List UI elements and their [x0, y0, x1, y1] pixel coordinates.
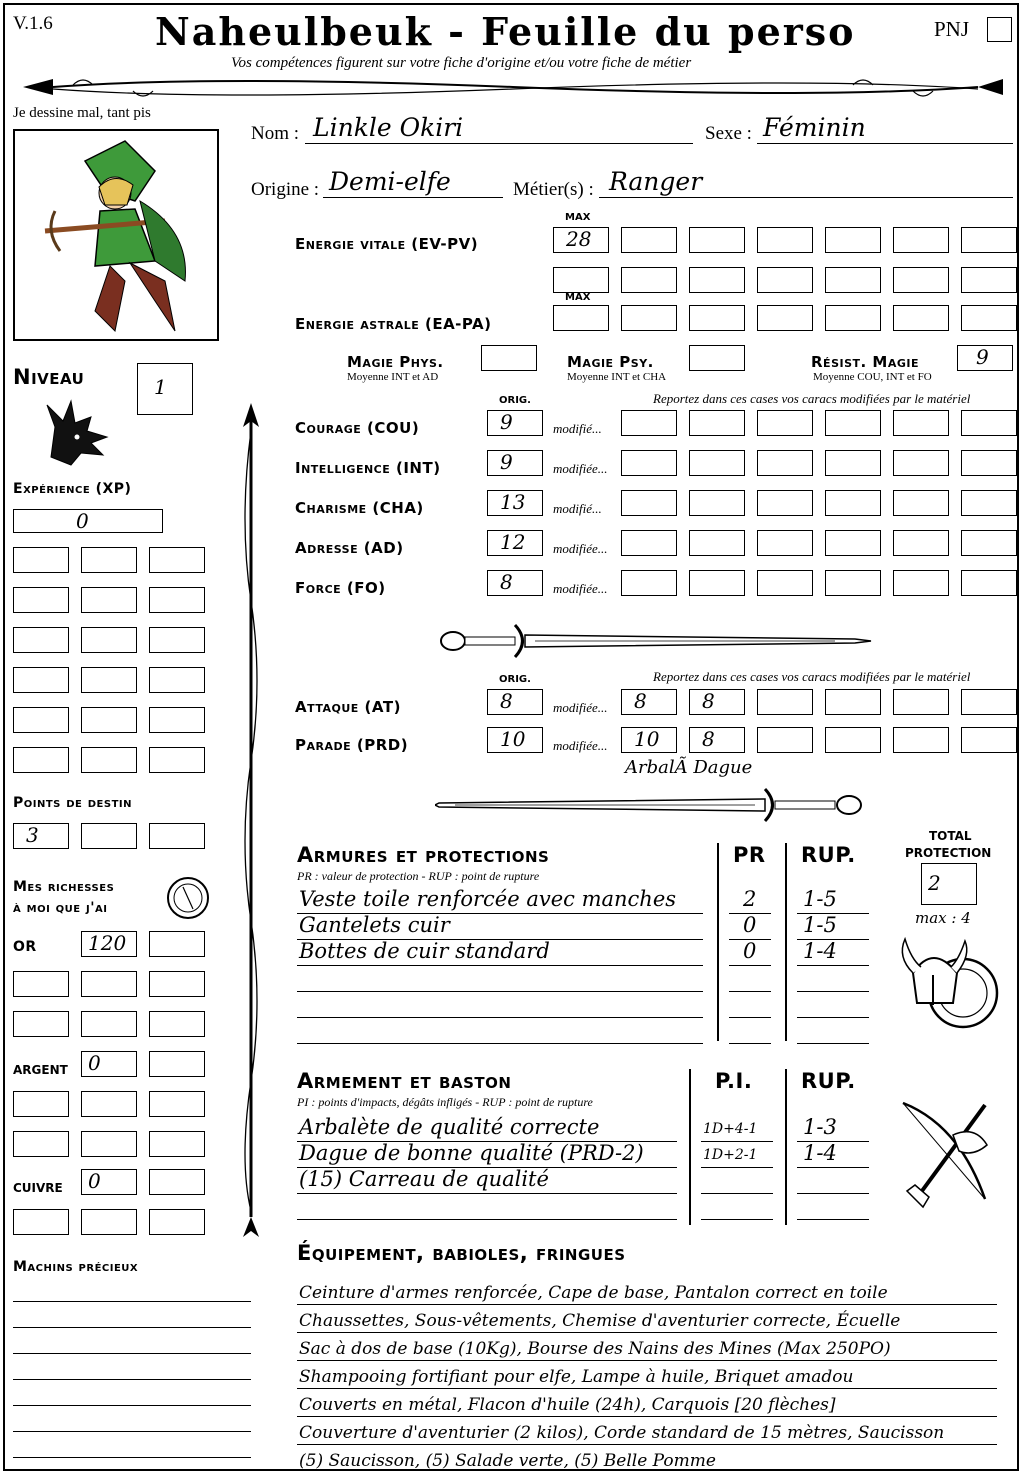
- xp-box[interactable]: [81, 627, 137, 653]
- combat-modified-box[interactable]: [825, 689, 881, 715]
- armor-item-pr: 0: [743, 939, 757, 963]
- stat-label: Charisme (CHA): [295, 499, 424, 517]
- page-subtitle: Vos compétences figurent sur votre fiche d'origine et/ou votre fiche de métier: [231, 55, 692, 71]
- armor-item-name: Bottes de cuir standard: [299, 939, 550, 963]
- resist-magie-note: Moyenne COU, INT et FO: [813, 371, 932, 383]
- stat-modified-box[interactable]: [825, 490, 881, 516]
- stat-modified-box[interactable]: [961, 570, 1017, 596]
- combat-modified-box[interactable]: [757, 727, 813, 753]
- stat-modified-box[interactable]: [757, 410, 813, 436]
- ev-row1-box-3[interactable]: [757, 227, 813, 253]
- ev-row2-box-3[interactable]: [689, 267, 745, 293]
- weapons-rup-header: RUP.: [801, 1069, 856, 1093]
- armor-title: Armures et protections: [297, 843, 550, 867]
- wealth-box[interactable]: [149, 1131, 205, 1157]
- argent-box-1[interactable]: 0: [81, 1051, 137, 1077]
- weapons-col-divider-1: [689, 1069, 691, 1225]
- stat-modified-box[interactable]: [689, 570, 745, 596]
- stat-orig-value: 8: [500, 570, 513, 594]
- dragon-head-icon: [41, 397, 113, 469]
- precious-line[interactable]: [13, 1327, 251, 1328]
- ev-max-label: MAX: [565, 212, 591, 223]
- argent-box-2[interactable]: [149, 1051, 205, 1077]
- armor-item-name: Veste toile renforcée avec manches: [299, 887, 677, 911]
- wealth-box[interactable]: [81, 1091, 137, 1117]
- sword-decoration-bottom: [435, 785, 875, 825]
- weapons-note: PI : points d'impacts, dégâts infligés - RUP : point de rupture: [297, 1095, 593, 1109]
- stat-orig-value: 9: [500, 450, 513, 474]
- coin-icon: [165, 875, 211, 921]
- combat-modified-value: 8: [702, 689, 715, 713]
- armor-item-rup: 1-5: [803, 887, 837, 911]
- ea-box-4[interactable]: [825, 305, 881, 331]
- richesses-label-2: à moi que j'ai: [13, 900, 108, 916]
- armor-note: PR : valeur de protection - RUP : point de rupture: [297, 869, 540, 883]
- xp-box[interactable]: 0: [13, 509, 163, 533]
- portrait-caption: Je dessine mal, tant pis: [13, 105, 151, 121]
- equipment-title: Équipement, babioles, fringues: [297, 1241, 626, 1265]
- sexe-field[interactable]: Féminin: [763, 113, 866, 142]
- stat-orig-value: 13: [500, 490, 526, 514]
- sexe-underline: [757, 143, 1013, 144]
- total-protection-max: max : 4: [915, 909, 971, 927]
- armor-row-line[interactable]: [297, 965, 703, 966]
- magie-phys-note: Moyenne INT et AD: [347, 371, 439, 383]
- magie-psy-note: Moyenne INT et CHA: [567, 371, 667, 383]
- armor-col-divider-2: [785, 843, 787, 1041]
- combat-modified-value: 8: [634, 689, 647, 713]
- ev-row1-box-1[interactable]: [621, 227, 677, 253]
- stat-orig-value: 12: [500, 530, 526, 554]
- weapon-rup-line[interactable]: [797, 1193, 869, 1194]
- weapon-item-name: Dague de bonne qualité (PRD-2): [299, 1141, 644, 1165]
- stat-label: Adresse (AD): [295, 539, 404, 557]
- ea-box-5[interactable]: [893, 305, 949, 331]
- stat-modified-box[interactable]: [689, 410, 745, 436]
- combat-modified-box[interactable]: [893, 689, 949, 715]
- armor-item-pr: 0: [743, 913, 757, 937]
- weapons-pi-header: P.I.: [715, 1069, 753, 1093]
- ev-max-box[interactable]: 28: [553, 227, 609, 253]
- weapon-pi-line[interactable]: [701, 1141, 773, 1142]
- wealth-box[interactable]: [149, 971, 205, 997]
- wealth-box[interactable]: [149, 1091, 205, 1117]
- xp-box[interactable]: [149, 627, 205, 653]
- armor-pr-line[interactable]: [729, 991, 771, 992]
- combat-orig-label: ORIG.: [499, 674, 531, 685]
- combat-modif-label: modifiée...: [553, 700, 608, 715]
- precious-line[interactable]: [13, 1431, 251, 1432]
- wealth-box[interactable]: [81, 1011, 137, 1037]
- stat-modified-box[interactable]: [893, 490, 949, 516]
- xp-box[interactable]: [81, 707, 137, 733]
- stat-modified-box[interactable]: [961, 490, 1017, 516]
- armor-pr-line[interactable]: [729, 965, 771, 966]
- stat-modified-box[interactable]: [621, 410, 677, 436]
- ev-row1-box-6[interactable]: [961, 227, 1017, 253]
- stat-modified-box[interactable]: [893, 570, 949, 596]
- ev-row2-box-5[interactable]: [825, 267, 881, 293]
- combat-report-note: Reportez dans ces cases vos caracs modifiées par le matériel: [653, 669, 971, 684]
- ea-box-2[interactable]: [689, 305, 745, 331]
- machins-label: Machins précieux: [13, 1259, 139, 1275]
- combat-modif-label: modifiée...: [553, 738, 608, 753]
- precious-line[interactable]: [13, 1301, 251, 1302]
- pnj-checkbox[interactable]: [987, 17, 1012, 42]
- origine-field[interactable]: Demi-elfe: [329, 167, 451, 196]
- weapon-item-name: Arbalète de qualité correcte: [299, 1115, 600, 1139]
- combat-orig-box[interactable]: [487, 727, 543, 753]
- sexe-label: Sexe :: [705, 123, 752, 144]
- armor-pr-line[interactable]: [729, 1017, 771, 1018]
- stat-modif-label: modifiée...: [553, 541, 608, 556]
- nom-underline: [305, 143, 693, 144]
- destin-label: Points de destin: [13, 795, 132, 811]
- cuivre-box-1[interactable]: 0: [81, 1169, 137, 1195]
- ev-row1-box-4[interactable]: [825, 227, 881, 253]
- armor-rup-line[interactable]: [797, 1043, 869, 1044]
- xp-box[interactable]: [13, 587, 69, 613]
- armor-rup-line[interactable]: [797, 991, 869, 992]
- cuivre-label: CUIVRE: [13, 1181, 63, 1195]
- wealth-box[interactable]: [81, 1209, 137, 1235]
- combat-weapons-note: ArbalÃ Dague: [625, 757, 753, 778]
- crossed-weapons-icon: [889, 1095, 1001, 1215]
- xp-box[interactable]: [81, 587, 137, 613]
- xp-box[interactable]: [13, 627, 69, 653]
- ea-label: Energie astrale (EA-PA): [295, 315, 492, 333]
- equipment-line[interactable]: Ceinture d'armes renforcée, Cape de base, Pantalon correct en toile: [297, 1277, 997, 1305]
- precious-line[interactable]: [13, 1353, 251, 1354]
- stat-modified-box[interactable]: [757, 530, 813, 556]
- magie-psy-label: Magie Psy.: [567, 353, 654, 371]
- combat-modified-box[interactable]: [621, 689, 677, 715]
- resist-magie-label: Résist. Magie: [811, 353, 920, 371]
- weapon-pi-line[interactable]: [701, 1167, 773, 1168]
- wealth-box[interactable]: [81, 1131, 137, 1157]
- equipment-line[interactable]: Couverts en métal, Flacon d'huile (24h), Carquois [20 flèches]: [297, 1389, 997, 1417]
- xp-box[interactable]: [13, 667, 69, 693]
- equipment-line[interactable]: (5) Saucisson, (5) Salade verte, (5) Belle Pomme: [297, 1445, 997, 1471]
- destin-box-1[interactable]: 3: [13, 823, 69, 849]
- stat-modif-label: modifié...: [553, 501, 602, 516]
- stat-modified-box[interactable]: [893, 530, 949, 556]
- nom-field[interactable]: Linkle Okiri: [313, 113, 464, 142]
- or-box-2[interactable]: [149, 931, 205, 957]
- armor-item-pr: 2: [743, 887, 757, 911]
- ev-row2-box-1[interactable]: [553, 267, 609, 293]
- stat-modified-box[interactable]: [961, 530, 1017, 556]
- stat-modified-box[interactable]: [621, 450, 677, 476]
- ev-row2-box-6[interactable]: [893, 267, 949, 293]
- stat-orig-box[interactable]: [487, 570, 543, 596]
- weapon-item-name: (15) Carreau de qualité: [299, 1167, 549, 1191]
- or-box-1[interactable]: 120: [81, 931, 137, 957]
- stat-modified-box[interactable]: [961, 410, 1017, 436]
- xp-label: Expérience (XP): [13, 481, 132, 497]
- armor-pr-line[interactable]: [729, 1043, 771, 1044]
- sword-decoration-top: [435, 621, 875, 661]
- combat-modified-box[interactable]: [689, 689, 745, 715]
- pnj-label: PNJ: [934, 17, 970, 41]
- xp-box[interactable]: [13, 547, 69, 573]
- weapon-row-line[interactable]: [297, 1193, 677, 1194]
- stat-modified-box[interactable]: [621, 530, 677, 556]
- stat-modified-box[interactable]: [689, 530, 745, 556]
- stat-orig-box[interactable]: [487, 530, 543, 556]
- stat-modified-box[interactable]: [621, 570, 677, 596]
- metier-field[interactable]: Ranger: [609, 167, 703, 196]
- magie-phys-box[interactable]: [481, 345, 537, 371]
- ea-max-label: MAX: [565, 292, 591, 303]
- weapon-rup-line[interactable]: [797, 1167, 869, 1168]
- portrait-frame: [13, 129, 219, 341]
- total-protection-box[interactable]: 2: [921, 863, 977, 905]
- cuivre-box-2[interactable]: [149, 1169, 205, 1195]
- stat-modified-box[interactable]: [757, 490, 813, 516]
- weapon-item-rup: 1-4: [803, 1141, 837, 1165]
- spear-divider: [231, 401, 271, 1239]
- character-portrait-illustration: [15, 131, 217, 339]
- stats-orig-label: ORIG.: [499, 395, 531, 406]
- combat-modified-box[interactable]: [825, 727, 881, 753]
- stat-orig-box[interactable]: [487, 450, 543, 476]
- precious-line[interactable]: [13, 1379, 251, 1380]
- stat-orig-box[interactable]: [487, 410, 543, 436]
- stat-modified-box[interactable]: [689, 490, 745, 516]
- stat-label: Intelligence (INT): [295, 459, 441, 477]
- combat-orig-box[interactable]: [487, 689, 543, 715]
- armor-rup-header: RUP.: [801, 843, 856, 867]
- stats-report-note: Reportez dans ces cases vos caracs modifiées par le matériel: [653, 391, 971, 406]
- vine-divider: [13, 69, 1013, 105]
- ev-row2-box-4[interactable]: [757, 267, 813, 293]
- stat-modified-box[interactable]: [893, 450, 949, 476]
- resist-magie-box[interactable]: 9: [957, 345, 1013, 371]
- combat-modified-box[interactable]: [757, 689, 813, 715]
- ev-label: Energie vitale (EV-PV): [295, 235, 479, 253]
- character-sheet: [3, 3, 1019, 1471]
- weapon-item-pi: 1D+2-1: [703, 1147, 758, 1163]
- equipment-line[interactable]: Couverture d'aventurier (2 kilos), Corde standard de 15 mètres, Saucisson: [297, 1417, 997, 1445]
- weapon-item-pi: 1D+4-1: [703, 1121, 758, 1137]
- stat-modif-label: modifiée...: [553, 461, 608, 476]
- combat-modified-box[interactable]: [689, 727, 745, 753]
- weapons-title: Armement et baston: [297, 1069, 512, 1093]
- armor-rup-line[interactable]: [797, 1017, 869, 1018]
- origine-label: Origine :: [251, 179, 320, 200]
- stat-modified-box[interactable]: [689, 450, 745, 476]
- destin-box-2[interactable]: [81, 823, 137, 849]
- weapon-row-line[interactable]: [297, 1219, 677, 1220]
- stat-modified-box[interactable]: [961, 450, 1017, 476]
- stat-modified-box[interactable]: [621, 490, 677, 516]
- armor-rup-line[interactable]: [797, 965, 869, 966]
- helmet-shield-icon: [893, 933, 1003, 1037]
- weapon-item-rup: 1-3: [803, 1115, 837, 1139]
- stat-modif-label: modifiée...: [553, 581, 608, 596]
- xp-box[interactable]: [149, 547, 205, 573]
- wealth-box[interactable]: [13, 971, 69, 997]
- xp-box[interactable]: [13, 707, 69, 733]
- combat-modified-box[interactable]: [621, 727, 677, 753]
- combat-modified-value: 10: [634, 727, 660, 751]
- metier-underline: [599, 197, 1013, 198]
- stat-label: Force (FO): [295, 579, 386, 597]
- armor-col-divider-1: [717, 843, 719, 1041]
- nom-label: Nom :: [251, 123, 300, 144]
- niveau-box[interactable]: 1: [137, 363, 193, 415]
- wealth-box[interactable]: [13, 1011, 69, 1037]
- xp-box[interactable]: [81, 667, 137, 693]
- armor-item-name: Gantelets cuir: [299, 913, 450, 937]
- wealth-box[interactable]: [149, 1209, 205, 1235]
- weapon-rup-line[interactable]: [797, 1219, 869, 1220]
- precious-line[interactable]: [13, 1405, 251, 1406]
- xp-box[interactable]: [149, 667, 205, 693]
- ea-box-1[interactable]: [621, 305, 677, 331]
- xp-box[interactable]: [81, 547, 137, 573]
- combat-modified-box[interactable]: [893, 727, 949, 753]
- stat-modified-box[interactable]: [825, 530, 881, 556]
- total-protection-label-1: TOTAL: [929, 829, 972, 843]
- armor-item-rup: 1-4: [803, 939, 837, 963]
- ev-row2-box-2[interactable]: [621, 267, 677, 293]
- armor-pr-header: PR: [733, 843, 766, 867]
- niveau-label: Niveau: [13, 365, 85, 389]
- stat-modif-label: modifié...: [553, 421, 602, 436]
- ev-row1-box-5[interactable]: [893, 227, 949, 253]
- combat-modified-box[interactable]: [961, 689, 1017, 715]
- richesses-label-1: Mes richesses: [13, 879, 115, 895]
- wealth-box[interactable]: [13, 1131, 69, 1157]
- equipment-line[interactable]: Chaussettes, Sous-vêtements, Chemise d'aventurier correcte, Écuelle: [297, 1305, 997, 1333]
- origine-underline: [323, 197, 503, 198]
- xp-box[interactable]: [149, 587, 205, 613]
- combat-orig-value: 8: [500, 689, 513, 713]
- weapons-col-divider-2: [785, 1069, 787, 1225]
- stat-label: Courage (COU): [295, 419, 420, 437]
- stat-modified-box[interactable]: [825, 410, 881, 436]
- stat-modified-box[interactable]: [893, 410, 949, 436]
- stat-modified-box[interactable]: [825, 570, 881, 596]
- armor-row-line[interactable]: [297, 991, 703, 992]
- armor-row-line[interactable]: [297, 1043, 703, 1044]
- equipment-line[interactable]: Sac à dos de base (10Kg), Bourse des Nains des Mines (Max 250PO): [297, 1333, 997, 1361]
- xp-box[interactable]: [149, 747, 205, 773]
- destin-box-3[interactable]: [149, 823, 205, 849]
- precious-line[interactable]: [13, 1457, 251, 1458]
- combat-modified-value: 8: [702, 727, 715, 751]
- xp-box[interactable]: [149, 707, 205, 733]
- wealth-box[interactable]: [149, 1011, 205, 1037]
- armor-item-rup: 1-5: [803, 913, 837, 937]
- magie-psy-box[interactable]: [689, 345, 745, 371]
- stat-modified-box[interactable]: [825, 450, 881, 476]
- xp-box[interactable]: [13, 747, 69, 773]
- ev-row2-box-7[interactable]: [961, 267, 1017, 293]
- metier-label: Métier(s) :: [513, 179, 594, 200]
- stat-orig-value: 9: [500, 410, 513, 434]
- xp-box[interactable]: [81, 747, 137, 773]
- ea-max-box[interactable]: [553, 305, 609, 331]
- armor-row-line[interactable]: [297, 1017, 703, 1018]
- stat-orig-box[interactable]: [487, 490, 543, 516]
- total-protection-label-2: PROTECTION: [905, 846, 992, 860]
- weapon-pi-line[interactable]: [701, 1219, 773, 1220]
- wealth-box[interactable]: [13, 1209, 69, 1235]
- combat-modified-box[interactable]: [961, 727, 1017, 753]
- wealth-box[interactable]: [81, 971, 137, 997]
- wealth-box[interactable]: [13, 1091, 69, 1117]
- version-label: V.1.6: [13, 13, 53, 34]
- stat-modified-box[interactable]: [757, 570, 813, 596]
- ea-box-6[interactable]: [961, 305, 1017, 331]
- ea-box-3[interactable]: [757, 305, 813, 331]
- ev-row1-box-2[interactable]: [689, 227, 745, 253]
- stat-modified-box[interactable]: [757, 450, 813, 476]
- equipment-line[interactable]: Shampooing fortifiant pour elfe, Lampe à huile, Briquet amadou: [297, 1361, 997, 1389]
- combat-label: Attaque (AT): [295, 698, 401, 716]
- argent-label: ARGENT: [13, 1063, 68, 1077]
- combat-orig-value: 10: [500, 727, 526, 751]
- combat-label: Parade (PRD): [295, 736, 409, 754]
- magie-phys-label: Magie Phys.: [347, 353, 444, 371]
- page-title: Naheulbeuk - Feuille du perso: [155, 9, 856, 54]
- weapon-pi-line[interactable]: [701, 1193, 773, 1194]
- or-label: OR: [13, 939, 37, 955]
